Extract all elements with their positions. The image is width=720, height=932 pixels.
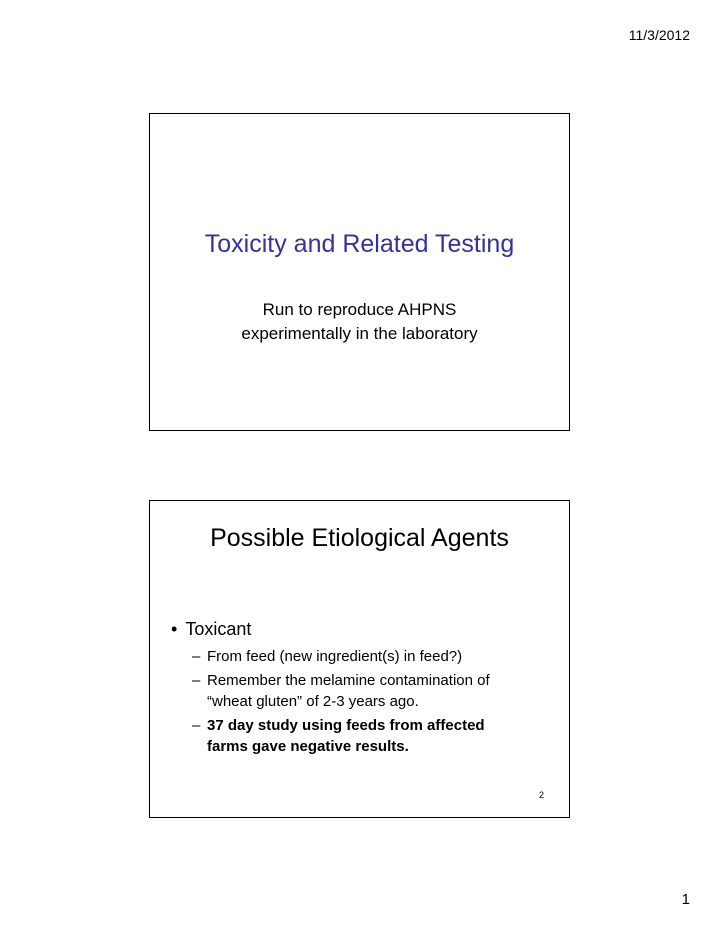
sub-bullet-list [192, 646, 542, 760]
dash-icon: – [192, 648, 201, 665]
sub-bullet-line: Remember the melamine contamination of [207, 672, 490, 689]
bullet-item [171, 619, 251, 640]
slide-1 [149, 113, 570, 431]
dash-icon: – [192, 672, 201, 689]
sub-bullet-line: From feed (new ingredient(s) in feed?) [207, 648, 463, 665]
subtitle-line: experimentally in the laboratory [241, 324, 478, 343]
sub-bullet-text [207, 715, 542, 757]
page-number: 1 [681, 891, 690, 908]
slide-number: 2 [538, 790, 544, 800]
slide-1-subtitle [150, 298, 569, 346]
slide-2 [149, 500, 570, 818]
sub-bullet-line: 37 day study using feeds from affected [207, 717, 485, 734]
sub-bullet-text [207, 646, 542, 667]
bullet-icon: • [171, 619, 178, 639]
sub-bullet-item [192, 670, 542, 712]
sub-bullet-text [207, 670, 542, 712]
slide-2-title: Possible Etiological Agents [210, 524, 509, 552]
sub-bullet-line: “wheat gluten” of 2-3 years ago. [207, 693, 419, 710]
sub-bullet-line: farms gave negative results. [207, 738, 409, 755]
subtitle-line: Run to reproduce AHPNS [262, 300, 457, 319]
header-date: 11/3/2012 [628, 27, 690, 43]
bullet-text: Toxicant [185, 619, 252, 639]
sub-bullet-item [192, 646, 542, 667]
dash-icon: – [192, 717, 201, 734]
slide-1-title: Toxicity and Related Testing [204, 230, 515, 258]
sub-bullet-item [192, 715, 542, 757]
